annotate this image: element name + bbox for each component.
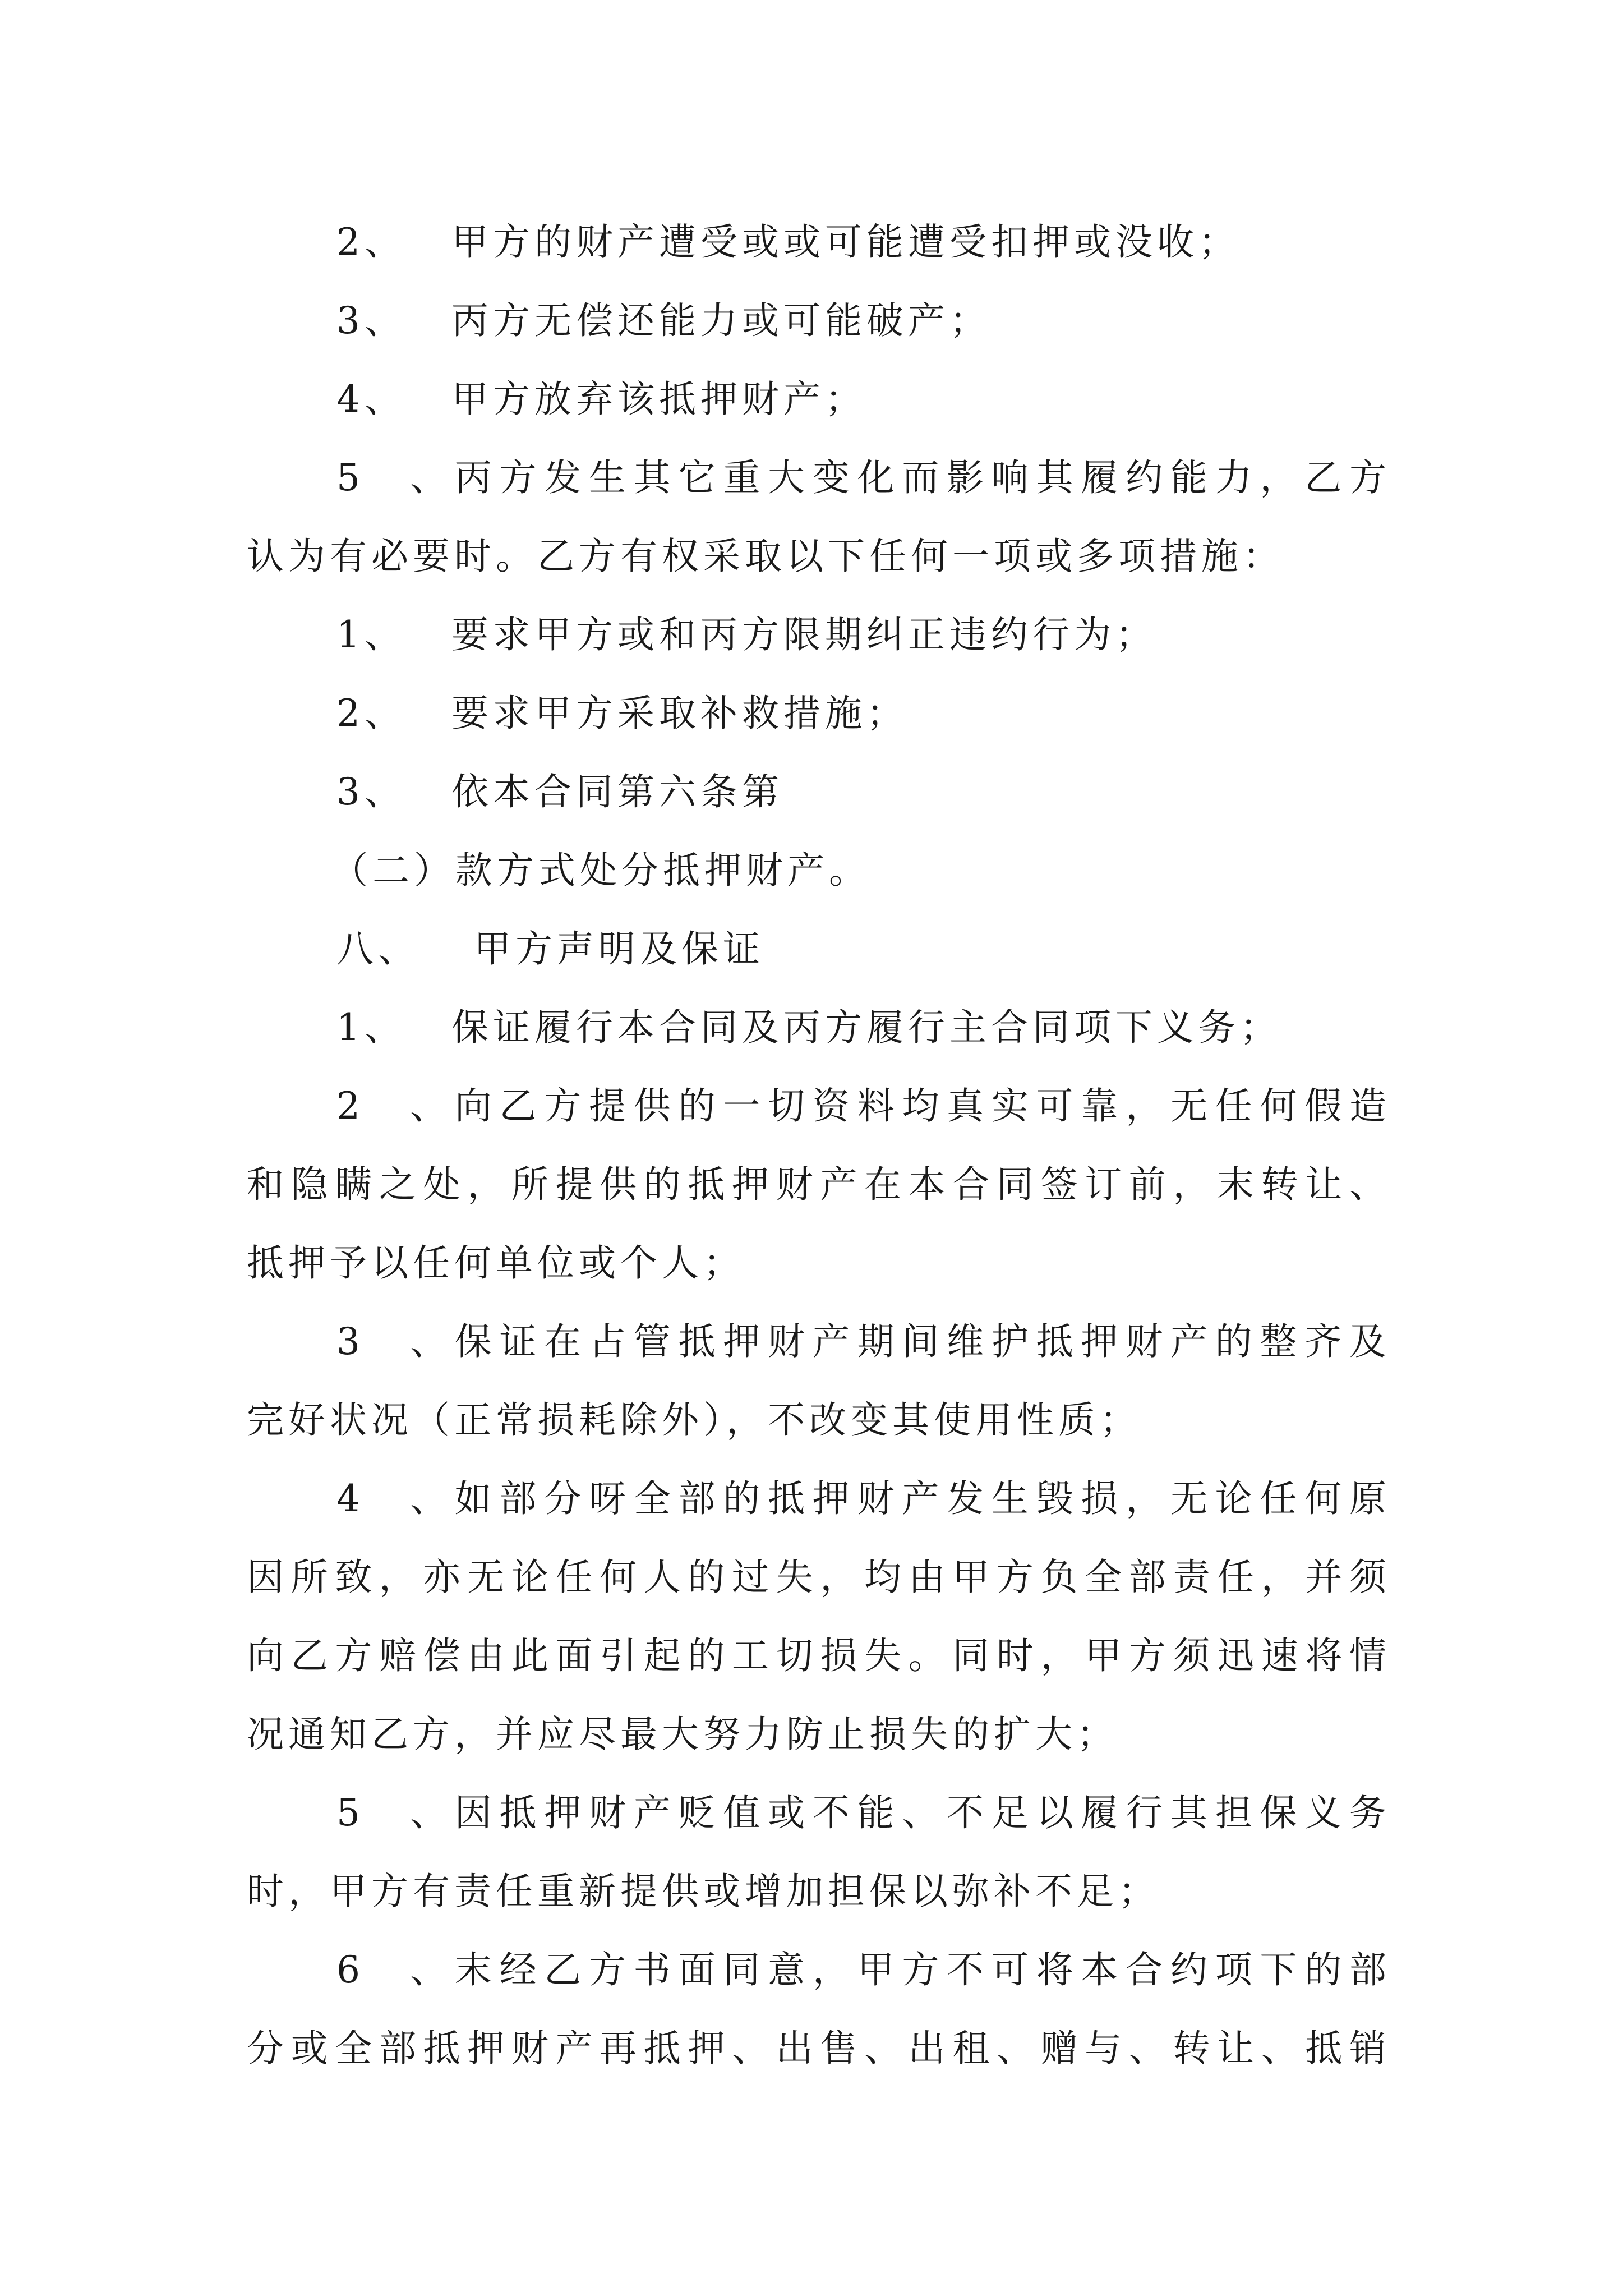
clause-continuation-line (247, 1381, 1141, 1460)
clause-text: 完好状况（正常损耗除外），不改变其使用性质； (247, 1398, 1141, 1442)
clause-line (336, 282, 991, 360)
clause-text: 向乙方赔偿由此面引起的工切损失。同时，甲方须迅速将情 (247, 1634, 1391, 1677)
clause-number: 1、 (336, 613, 406, 656)
clause-text: 况通知乙方，并应尽最大努力防止损失的扩大； (247, 1713, 1118, 1756)
clause-line (336, 674, 908, 753)
clause-number: 2、 (336, 1084, 451, 1128)
section-heading (336, 910, 764, 988)
clause-text: 因抵押财产贬值或不能、不足以履行其担保义务 (451, 1791, 1391, 1834)
clause-text: 要求甲方或和丙方限期纠正违约行为； (451, 613, 1157, 656)
clause-line (336, 360, 866, 439)
clause-text: 认为有必要时。乙方有权采取以下任何一项或多项措施： (247, 535, 1284, 578)
clause-number: 3、 (336, 1320, 451, 1363)
clause-line (336, 1460, 1391, 1538)
clause-text: 末经乙方书面同意，甲方不可将本合约项下的部 (451, 1948, 1391, 1991)
clause-number: 3、 (336, 299, 406, 342)
clause-number: 2、 (336, 692, 406, 735)
clause-text: 如部分呀全部的抵押财产发生毁损，无论任何原 (451, 1477, 1391, 1520)
clause-number: 1、 (336, 1006, 406, 1049)
clause-text: 因所致，亦无论任何人的过失，均由甲方负全部责任，并须 (247, 1556, 1391, 1599)
clause-continuation-line (247, 1617, 1391, 1695)
clause-text: 丙方无偿还能力或可能破产； (451, 299, 991, 342)
clause-text: 保证履行本合同及丙方履行主合同项下义务； (451, 1006, 1281, 1049)
clause-text: 分或全部抵押财产再抵押、出售、出租、赠与、转让、抵销 (247, 2027, 1391, 2070)
clause-line (336, 1774, 1391, 1852)
clause-text: 甲方放弃该抵押财产； (451, 378, 866, 421)
clause-line (336, 988, 1281, 1067)
clause-text: 依本合同第六条第 (451, 770, 783, 813)
clause-text: 保证在占管抵押财产期间维护抵押财产的整齐及 (451, 1320, 1391, 1363)
clause-text: 丙方发生其它重大变化而影响其履约能力，乙方 (451, 456, 1391, 499)
clause-text: 甲方的财产遭受或或可能遭受扣押或没收； (451, 220, 1240, 264)
clause-continuation-line (247, 1224, 745, 1303)
clause-number: 5、 (336, 456, 451, 499)
clause-line (336, 753, 783, 831)
clause-continuation-line (247, 2009, 1391, 2088)
clause-line (336, 1303, 1391, 1381)
section-title: 甲方声明及保证 (474, 927, 764, 970)
clause-continuation-line (331, 831, 870, 910)
clause-line (336, 203, 1240, 282)
document-page (247, 0, 1391, 2296)
clause-continuation-line (247, 1145, 1391, 1224)
clause-text: 抵押予以任何单位或个人； (247, 1241, 745, 1285)
clause-continuation-line (247, 1695, 1118, 1774)
section-number: 八、 (336, 927, 419, 970)
clause-text: 向乙方提供的一切资料均真实可靠，无任何假造 (451, 1084, 1391, 1128)
clause-continuation-line (247, 517, 1284, 596)
clause-text: 要求甲方采取补救措施； (451, 692, 908, 735)
clause-number: 4、 (336, 378, 406, 421)
clause-line (336, 439, 1391, 517)
clause-line (336, 1067, 1391, 1145)
clause-text: 时，甲方有责任重新提供或增加担保以弥补不足； (247, 1870, 1160, 1913)
clause-text: （二）款方式处分抵押财产。 (331, 849, 870, 892)
clause-number: 3、 (336, 770, 406, 813)
clause-continuation-line (247, 1538, 1391, 1617)
clause-number: 5、 (336, 1791, 451, 1834)
clause-number: 4、 (336, 1477, 451, 1520)
clause-line (336, 596, 1157, 674)
clause-continuation-line (247, 1852, 1160, 1931)
clause-line (336, 1931, 1391, 2009)
clause-text: 和隐瞒之处，所提供的抵押财产在本合同签订前，末转让、 (247, 1163, 1391, 1206)
clause-number: 6、 (336, 1948, 451, 1991)
clause-number: 2、 (336, 220, 406, 264)
